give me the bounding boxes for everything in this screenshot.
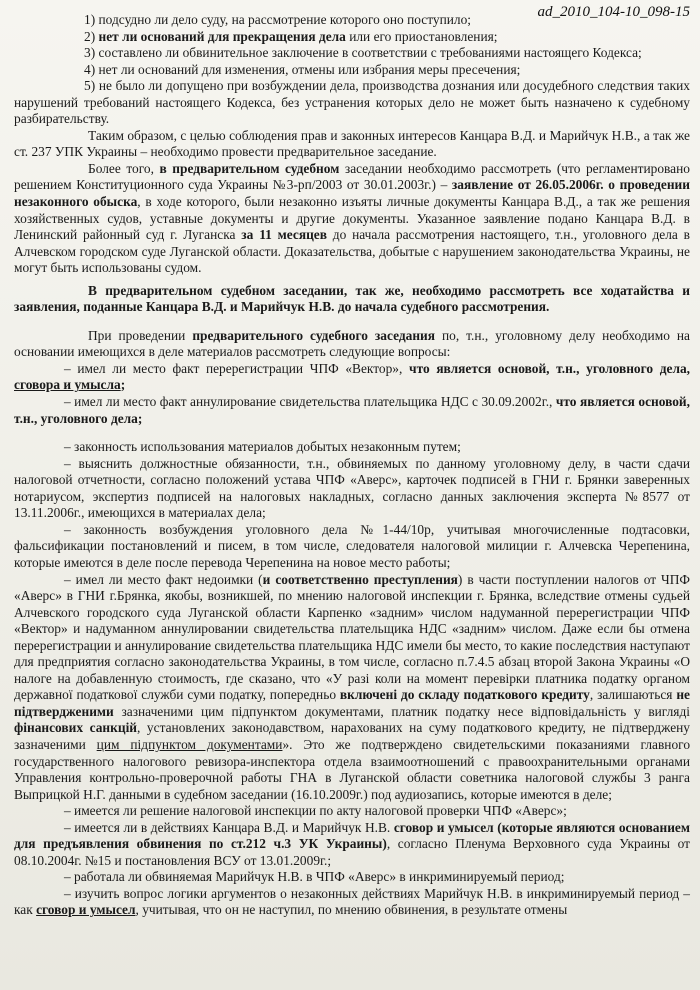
question-8: – имеется ли в действиях Канцара В.Д. и Марийчук Н.В. сговор и умысел (которые являются основанием для предъявления обвинения по ст.212 ч.3 УК Украины), согласно Пленума Верховного суда Украины от 08.10.2004г. №15 и постановления ВСУ от 13.01.2009г.; — [14, 819, 690, 868]
question-10: – изучить вопрос логики аргументов о незаконных действиях Марийчук Н.В. в инкриминируемый период – как сговор и умысел, учитывая, что он не наступил, по мнению обвинения, в результате отмены — [14, 885, 690, 918]
question-1: – имел ли место факт перерегистрации ЧПФ «Вектор», что является основой, т.н., уголовного дела, сговора и умысла; — [14, 360, 690, 393]
document-id: ad_2010_104-10_098-15 — [537, 4, 690, 20]
list-item: 5) не было ли допущено при возбуждении дела, производства дознания или досудебного следствия таких нарушений требований настоящего Кодекса, без устранения которых дело не может быть назначено к судебному разбирательству. — [14, 78, 690, 127]
paragraph-bold: В предварительном судебном заседании, так же, необходимо рассмотреть все ходатайства и заявления, поданные Канцара В.Д. и Марийчук Н.В. до начала судебного рассмотрения. — [14, 282, 690, 315]
question-9: – работала ли обвиняемая Марийчук Н.В. в ЧПФ «Аверс» в инкриминируемый период; — [64, 869, 565, 885]
paragraph-moreover: Более того, в предварительном судебном заседании необходимо рассмотреть (что регламентировано решением Конституционного суда Украины №3-рп/2003 от 30.01.2003г.) – заявление от 26.05.2006г. о проведении незаконного обыска, в ходе которого, были незаконно изъяты личные документы Канцара В.Д., а так же решения хозяйственных судов, уставные документы и другие документы. Указанное заявление подано Канцара В.Д. в Ленинский районный суд г. Луганска за 11 месяцев до начала рассмотрения настоящего, т.н., уголовного дела в Алчевском городском суде Луганской области. Доказательства, добытые с нарушением законодательства Украины, не могут быть использованы судом. — [14, 160, 690, 276]
list-item: 1) подсудно ли дело суду, на рассмотрение которого оно поступило; — [84, 12, 472, 27]
document-body — [14, 12, 690, 919]
list-item: 4) нет ли оснований для изменения, отмены или избрания меры пресечения; — [84, 61, 521, 77]
paragraph-thus: Таким образом, с целью соблюдения прав и законных интересов Канцара В.Д. и Марийчук Н.В., а так же ст. 237 УПК Украины – необходимо провести предварительное заседание. — [14, 127, 690, 160]
question-6: – имел ли место факт недоимки (и соответственно преступления) в части поступлении налогов от ЧПФ «Аверс» в ГНИ г.Брянка, якобы, возникшей, по мнению налоговой инспекции г. Брянка, вследствие отмены судьей Алчевского городского суда Луганской области Карпенко «задним» числом надуманной перерегистрации ЧПФ «Вектор» и надуманном аннулировании свидетельства плательщика НДС «задним» числом. Даже если бы отмена перерегистрации и аннулирование свидетельства плательщика НДС имели бы место, то какие последствия наступают для предприятия согласно законодательства Украины, в том числе, согласно п.7.4.5 абзац второй Закона Украины «О налоге на добавленную стоимость, где сказано, что «У разі коли на момент перевірки платника податку органом державної податкової служби суми податку, попередньо включені до складу податкового кредиту, залишаються не підтвердженими зазначеними цим підпунктом документами, платник податку несе відповідальність у вигляді фінансових санкцій, установлених законодавством, нарахованих на суму податкового кредиту, не підтверджену зазначеними цим підпунктом документами». Это же подтверждено свидетельскими показаниями главного государственного налогового ревизора-инспектора отдела взаимоотношений с правоохранительными органами Управления контрольно-проверочной работы ГНА в Луганской области советника налоговой службы 3 ранга Выприцкой Н.Г. данными в судебном заседании (16.10.2009г.) под аудиозапись, которые имеются в деле; — [14, 571, 691, 802]
question-7: – имеется ли решение налоговой инспекции по акту налоговой проверки ЧПФ «Аверс»; — [64, 803, 567, 819]
question-5: – законность возбуждения уголовного дела №1-44/10р, учитывая многочисленные подтасовки, фальсификации постановлений и писем, в том числе, следователя налоговой милиции г. Алчевска Черепенина, которые имеются в деле после перевода Черепенина на новое место работы; — [14, 521, 690, 570]
paragraph-when: При проведении предварительного судебного заседания по, т.н., уголовному делу необходимо на основании имеющихся в деле материалов рассмотреть следующие вопросы: — [14, 327, 690, 360]
question-4: – выяснить должностные обязанности, т.н., обвиняемых по данному уголовному делу, в части сдачи налоговой отчетности, согласно положений устава ЧПФ «Аверс», карточек подписей в ГНИ г. Брянки заверенных нотариусом, экспертиз подписей на налоговых накладных, согласно данных заключения эксперта №8577 от 13.11.2006г., имеющихся в материалах дела; — [14, 455, 690, 521]
question-3: – законность использования материалов добытых незаконным путем; — [64, 439, 461, 455]
list-item: 3) составлено ли обвинительное заключение в соответствии с требованиями настоящего Кодекса; — [84, 45, 642, 61]
question-2: – имел ли место факт аннулирование свидетельства плательщика НДС с 30.09.2002г., что является основой, т.н., уголовного дела; — [14, 394, 690, 426]
list-item: 2) нет ли оснований для прекращения дела или его приостановления; — [84, 28, 498, 44]
